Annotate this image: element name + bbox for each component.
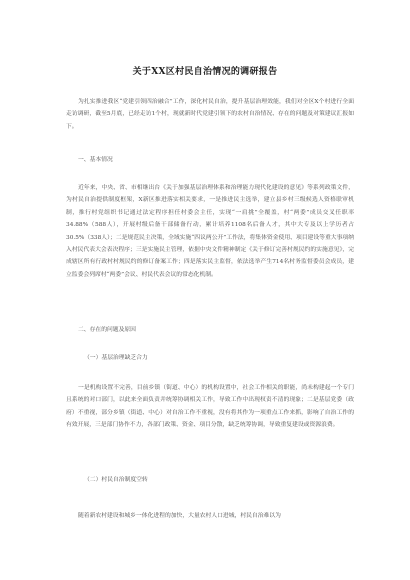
section-heading-problems: 二、存在的问题及原因 [78,327,136,333]
subsection-body-governance: 一是机构设置不完善，目前乡镇（街道、中心）的机构设置中，社会工作相关的职能，尚未构建起一个专门且系统的对口部门，以此来全面负责并统筹协调相关工作，导致工作中出现权责不清的现象；二是基层党委（政府）不重视，部分乡镇（街道、中心）对自治工作不重视，没有将其作为一项重点工作来抓，影响了自治工作的有效开展，三是部门协作不力，各部门政策、资金、项目分散，缺乏统筹协调，导致重复建设或资源浪费。 [66,385,354,429]
subheading-governance: （一）基层治理缺乏合力 [84,355,148,361]
subheading-autonomy: （二）村民自治制度空转 [84,477,148,483]
section-body-basic: 近年来，中央、省、市相继出台《关于加强基层治理体系和治理能力现代化建设的意见》等系列政策文件，为村民自治提供制度框架，X新区推进落实相关要求，一是推进民主选举，建立县乡村三级候选人资格联审机制，推行村党组织书记通过法定程序担任村委会主任，实现“一肩挑”全覆盖，村“两委”成员交叉任职率34.88%（588人），开展村级后备干部储备行动，累计培养1108名后备人才，其中大专及以上学历者占30.5%（338人）；二是规范民主决策，全域实施“四议两公开”工作法，将集体资金使用、项目建设等重大事项纳入村民代表大会表决程序；三是实施民主管理，依据中央文件精神制定《关于修订完善村规民约的实施意见》，完成辖区所有行政村村规民约的修订备案工作；四是落实民主监督，依法选举产生714名村务监督委员会成员，建立监委会列席村“两委”会议、村民代表会议的常态化机制。 [66,185,354,278]
intro-paragraph: 为扎实推进我区“党建引领四治融合”工作，深化村民自治，提升基层治理效能，我们对全区X个村进行全面走访调研，截至5月底，已经走访1个村，现就新时代党建引领下的农村自治情况、存在的问题及对策建议汇报如下。 [66,99,354,130]
section-heading-basic: 一、基本情况 [78,157,113,163]
subsection-body-autonomy: 随着新农村建设和城乡一体化进程的加快，大量农村人口进城，村民自治难以为 [78,513,281,519]
document-title: 关于XX区村民自治情况的调研报告 [132,67,278,77]
